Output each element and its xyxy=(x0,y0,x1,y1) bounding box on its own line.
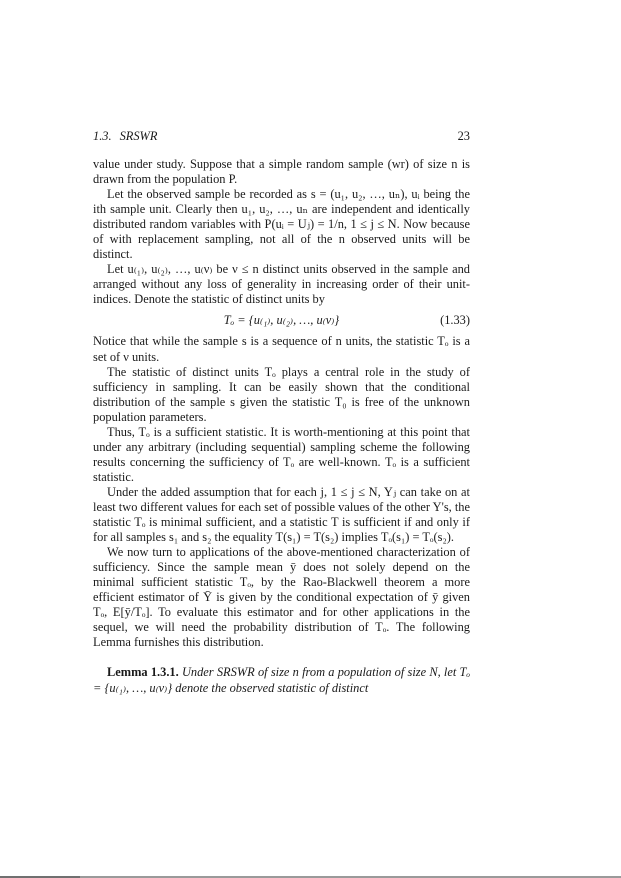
section-number: 1.3. xyxy=(93,129,112,143)
paragraph-2: Let the observed sample be recorded as s = (u₁, u₂, …, uₙ), uᵢ being the ith sample unit. Clearly then u₁, u₂, …, uₙ are independent and identically distributed random variables with P(uᵢ = Uⱼ) = 1/n, 1 ≤ j ≤ N. Now because of with replacement sampling, not all of the n observed units will be distinct. xyxy=(93,187,470,262)
running-header xyxy=(93,129,470,144)
paragraph-6: Thus, Tₒ is a sufficient statistic. It is worth-mentioning at this point that under any arbitrary (including sequential) sampling scheme the following results concerning the sufficiency of Tₒ are well-known. Tₒ is a sufficient statistic. xyxy=(93,424,470,484)
paragraph-8: We now turn to applications of the above-mentioned characterization of sufficiency. Since the sample mean ȳ does not solely depend on the minimal sufficient statistic Tₒ, by the Rao-Blackwell theorem a more efficient estimator of Ȳ is given by the conditional expectation of ȳ given Tₒ, E[ȳ/Tₒ]. To evaluate this estimator and for other applications in the sequel, we will need the probability distribution of Tₒ. The following Lemma furnishes this distribution. xyxy=(93,545,470,650)
paragraph-1: value under study. Suppose that a simple random sample (wr) of size n is drawn from the population P. xyxy=(93,157,470,187)
equation-body: Tₒ = {u₍₁₎, u₍₂₎, …, u₍ν₎} xyxy=(223,313,340,328)
lemma-statement: Under SRSWR of size n from a population of size N, let Tₒ = {u₍₁₎, …, u₍ν₎} denote the observed statistic of distinct xyxy=(93,665,470,695)
paragraph-7: Under the added assumption that for each j, 1 ≤ j ≤ N, Yⱼ can take on at least two different values for each set of possible values of the other Y's, the statistic Tₒ is minimal sufficient, and a statistic T is sufficient if and only if for all samples s₁ and s₂ the equality T(s₁) = T(s₂) implies Tₒ(s₁) = Tₒ(s₂). xyxy=(93,484,470,545)
page-number: 23 xyxy=(457,129,470,143)
document-page xyxy=(93,129,470,696)
section-title: SRSWR xyxy=(119,129,158,143)
lemma-1-3-1 xyxy=(93,665,470,695)
section-heading xyxy=(93,129,157,144)
lemma-heading: Lemma 1.3.1. xyxy=(107,665,179,680)
body-text xyxy=(93,157,470,696)
paragraph-3: Let u₍₁₎, u₍₂₎, …, u₍ν₎ be ν ≤ n distinct units observed in the sample and arranged without any loss of generality in increasing order of their unit-indices. Denote the statistic of distinct units by xyxy=(93,262,470,307)
paragraph-4: Notice that while the sample s is a sequence of n units, the statistic Tₒ is a set of ν units. xyxy=(93,334,470,364)
paragraph-5: The statistic of distinct units Tₒ plays a central role in the study of sufficiency in sampling. It can be easily shown that the conditional distribution of the sample s given the statistic T₀ is free of the unknown population parameters. xyxy=(93,364,470,424)
equation-label: (1.33) xyxy=(440,313,470,328)
equation-1-33 xyxy=(93,313,470,328)
